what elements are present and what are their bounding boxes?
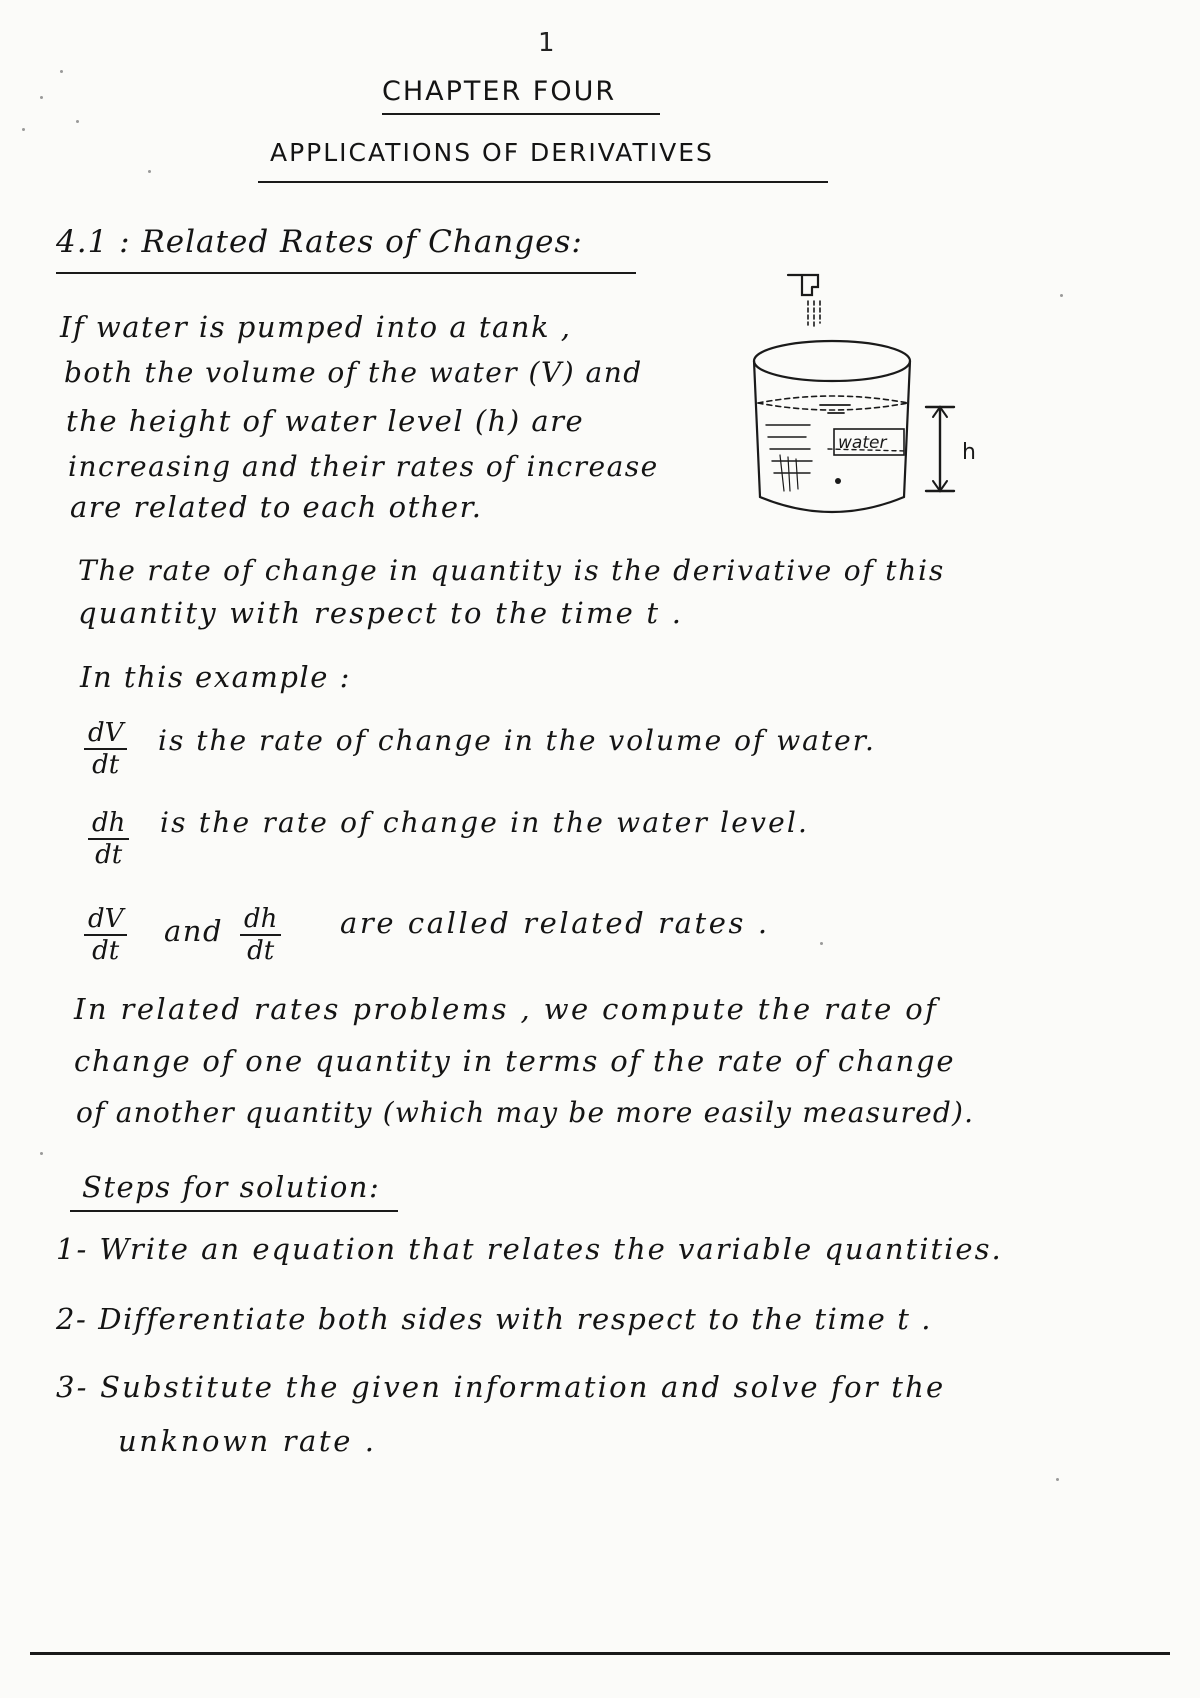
intro-line: the height of water level (h) are bbox=[66, 404, 585, 438]
intro-line: increasing and their rates of increase bbox=[68, 450, 659, 483]
steps-heading: Steps for solution: bbox=[70, 1170, 398, 1212]
rate-definition-line: quantity with respect to the time t . bbox=[78, 596, 684, 630]
step-number: 3- bbox=[56, 1370, 89, 1404]
scan-speckle bbox=[40, 96, 43, 99]
scan-speckle bbox=[820, 942, 823, 945]
fraction-numerator: dh bbox=[240, 904, 281, 936]
step-text: unknown rate . bbox=[118, 1424, 377, 1458]
example-intro: In this example : bbox=[80, 660, 351, 694]
list-item bbox=[56, 1370, 945, 1404]
bottom-rule bbox=[30, 1652, 1170, 1655]
intro-line: both the volume of the water (V) and bbox=[64, 356, 643, 389]
list-item bbox=[56, 1232, 1003, 1266]
scan-speckle bbox=[76, 120, 79, 123]
faucet-icon bbox=[788, 275, 818, 295]
dv-description: is the rate of change in the volume of water. bbox=[158, 724, 876, 757]
problems-line: of another quantity (which may be more easily measured). bbox=[76, 1096, 975, 1129]
chapter-title: CHAPTER FOUR bbox=[382, 76, 660, 115]
scan-speckle bbox=[1060, 294, 1063, 297]
height-label: h bbox=[962, 440, 976, 465]
page-number: 1 bbox=[538, 28, 555, 58]
fraction-numerator: dV bbox=[84, 718, 127, 750]
scan-speckle bbox=[1056, 1478, 1059, 1481]
list-item bbox=[56, 1302, 932, 1336]
water-label: water bbox=[838, 433, 887, 453]
problems-line: In related rates problems , we compute the rate of bbox=[74, 992, 939, 1026]
fraction-denominator: dt bbox=[92, 936, 120, 966]
problems-line: change of one quantity in terms of the rate of change bbox=[74, 1044, 956, 1078]
step-text: Differentiate both sides with respect to the time t . bbox=[98, 1302, 933, 1336]
step-number: 2- bbox=[56, 1302, 88, 1336]
step-text: Substitute the given information and solve for the bbox=[100, 1370, 946, 1404]
fraction-numerator: dh bbox=[88, 808, 129, 840]
fraction-numerator: dV bbox=[84, 904, 127, 936]
scan-speckle bbox=[40, 1152, 43, 1155]
fraction-denominator: dt bbox=[95, 840, 123, 870]
step-text: Write an equation that relates the variable quantities. bbox=[99, 1232, 1003, 1266]
scan-speckle bbox=[148, 170, 151, 173]
dv-dt-fraction bbox=[84, 718, 127, 780]
list-item bbox=[118, 1424, 377, 1458]
section-heading: 4.1 : Related Rates of Changes: bbox=[56, 224, 636, 274]
rate-definition-line: The rate of change in quantity is the derivative of this bbox=[78, 554, 946, 587]
dh-dt-fraction bbox=[88, 808, 129, 870]
related-and: and bbox=[164, 914, 224, 948]
dh-dt-fraction bbox=[240, 904, 281, 966]
dv-dt-fraction bbox=[84, 904, 127, 966]
fraction-denominator: dt bbox=[92, 750, 120, 780]
scan-speckle bbox=[60, 70, 63, 73]
water-tank-figure bbox=[740, 265, 1000, 535]
fraction-denominator: dt bbox=[247, 936, 275, 966]
dh-description: is the rate of change in the water level. bbox=[160, 806, 810, 839]
related-description: are called related rates . bbox=[340, 906, 770, 940]
intro-line: are related to each other. bbox=[70, 490, 483, 524]
chapter-subtitle: APPLICATIONS OF DERIVATIVES bbox=[258, 138, 828, 183]
step-number: 1- bbox=[56, 1232, 89, 1266]
intro-line: If water is pumped into a tank , bbox=[60, 310, 572, 344]
scan-speckle bbox=[22, 128, 25, 131]
